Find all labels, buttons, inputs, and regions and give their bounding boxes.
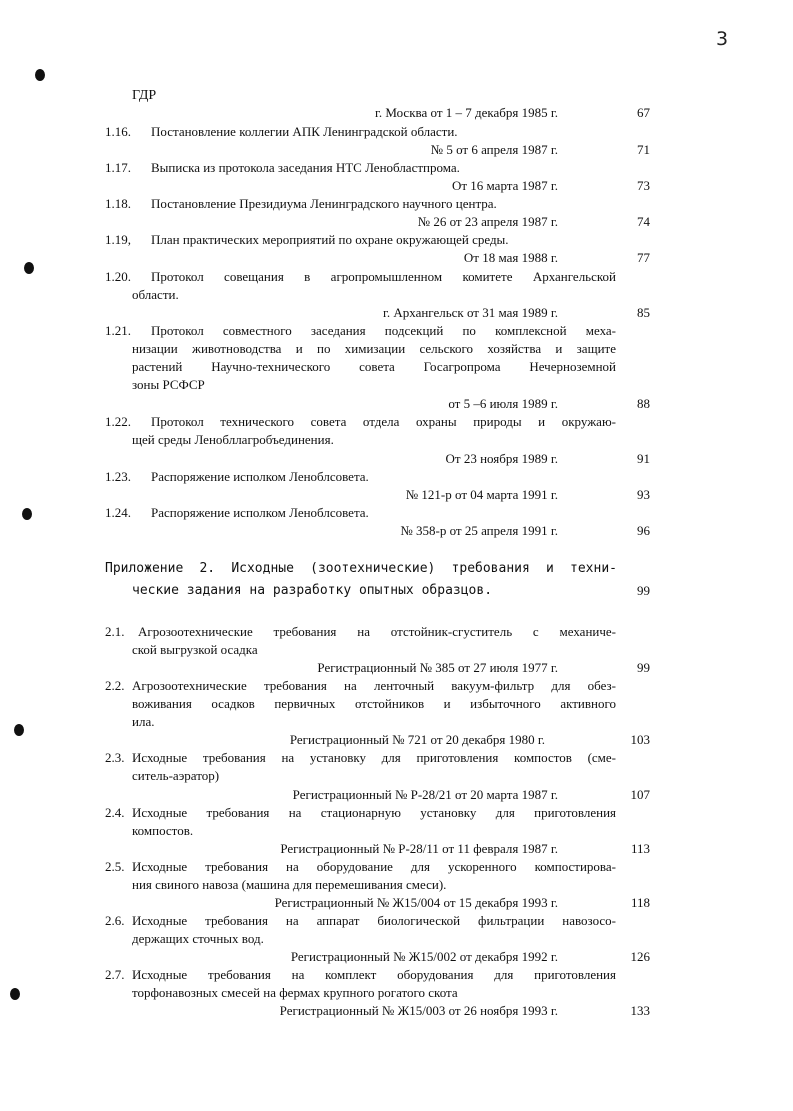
toc-entry-number: 2.4. [105,805,125,820]
toc-entry-ref: № 358-р от 25 апреля 1991 г. [400,523,558,538]
toc-entry-page: 126 [630,949,650,964]
toc-entry-number: 1.19, [105,232,131,247]
toc-entry-title: Протокол технического совета отдела охраны природы и окружаю- [151,414,616,429]
toc-entry-title: ситель-аэратор) [132,768,220,783]
toc-entry-page: 73 [637,178,650,193]
toc-entry-number: 2.1. [105,624,125,639]
appendix-title: ческие задания на разработку опытных образцов. [132,583,493,598]
toc-entry-number: 1.22. [105,414,131,429]
toc-entry-page: 71 [637,142,650,157]
toc-entry-number: 1.16. [105,124,131,139]
toc-entry-ref: Регистрационный № Ж15/004 от 15 декабря 1993 г. [274,895,558,910]
toc-entry-page: 96 [637,523,650,538]
toc-entry-title: ния свиного навоза (машина для перемешивания смеси). [132,877,447,892]
toc-entry-number: 1.21. [105,323,131,338]
toc-entry-title: Распоряжение исполком Леноблсовета. [151,469,369,484]
toc-entry-ref: Регистрационный № 385 от 27 июля 1977 г. [317,660,558,675]
toc-entry-ref: Регистрационный № Р-28/21 от 20 марта 1987 г. [292,787,558,802]
page-number: 3 [716,28,729,50]
toc-entry-title: ской выгрузкой осадка [132,642,258,657]
toc-entry-page: 103 [630,732,650,747]
toc-entry-page: 113 [630,841,650,856]
toc-entry-title: Агрозоотехнические требования на отстойник-сгуститель с механиче- [138,624,616,639]
toc-entry-ref: Регистрационный № Ж15/003 от 26 ноября 1993 г. [279,1003,558,1018]
toc-entry-title: ила. [132,714,155,729]
toc-entry-page: 93 [637,487,650,502]
toc-entry-title: зоны РСФСР [132,377,205,392]
punch-hole-mark [22,508,32,520]
toc-entry-ref: № 121-р от 04 марта 1991 г. [405,487,558,502]
toc-entry-page: 118 [630,895,650,910]
section-heading: ГДР [132,88,157,103]
toc-entry-ref: № 5 от 6 апреля 1987 г. [430,142,558,157]
toc-entry-page: 99 [637,583,650,598]
toc-entry-title: План практических мероприятий по охране окружающей среды. [151,232,509,247]
toc-entry-number: 2.7. [105,967,125,982]
toc-entry-title: Исходные требования на аппарат биологической фильтрации навозосо- [132,913,616,928]
toc-entry-ref: От 18 мая 1988 г. [463,250,558,265]
toc-entry-title: Исходные требования на установку для приготовления компостов (сме- [132,750,616,765]
toc-entry-page: 88 [637,396,650,411]
toc-entry-title: Протокол совместного заседания подсекций по комплексной меха- [151,323,616,338]
toc-entry-number: 1.23. [105,469,131,484]
toc-entry-number: 1.18. [105,196,131,211]
toc-entry-number: 1.17. [105,160,131,175]
toc-entry-title: компостов. [132,823,194,838]
appendix-title: Приложение 2. Исходные (зоотехнические) требования и техни- [105,561,617,576]
toc-entry-title: воживания осадков первичных отстойников и избыточного активного [132,696,616,711]
punch-hole-mark [10,988,20,1000]
punch-hole-mark [14,724,24,736]
toc-entry-ref: От 16 марта 1987 г. [451,178,558,193]
toc-entry-page: 67 [637,105,650,120]
toc-entry-page: 107 [630,787,650,802]
punch-hole-mark [35,69,45,81]
toc-entry-page: 85 [637,305,650,320]
toc-entry-title: держащих сточных вод. [132,931,264,946]
toc-entry-ref: № 26 от 23 апреля 1987 г. [417,214,558,229]
toc-entry-title: Распоряжение исполком Леноблсовета. [151,505,369,520]
toc-entry-page: 99 [637,660,650,675]
toc-entry-title: Исходные требования на оборудование для ускоренного компостирова- [132,859,616,874]
toc-entry-number: 2.2. [105,678,125,693]
toc-entry-title: Выписка из протокола заседания НТС Ленобластпрома. [151,160,460,175]
toc-entry-page: 133 [630,1003,650,1018]
toc-entry-number: 2.6. [105,913,125,928]
toc-entry-title: низации животноводства и по химизации сельского хозяйства и защите [132,341,616,356]
punch-hole-mark [24,262,34,274]
toc-entry-ref: от 5 –6 июля 1989 г. [448,396,558,411]
toc-entry-page: 74 [637,214,650,229]
toc-entry-ref: г. Архангельск от 31 мая 1989 г. [382,305,558,320]
toc-entry-title: растений Научно-технического совета Госагропрома Нечерноземной [132,359,616,374]
toc-entry-number: 2.5. [105,859,125,874]
toc-entry-title: Агрозоотехнические требования на ленточный вакуум-фильтр для обез- [132,678,616,693]
toc-entry-number: 1.24. [105,505,131,520]
toc-entry-ref: Регистрационный № Р-28/11 от 11 февраля 1987 г. [280,841,558,856]
toc-entry-title: торфонавозных смесей на фермах крупного рогатого скота [132,985,458,1000]
toc-entry-ref: Регистрационный № Ж15/002 от декабря 1992 г. [290,949,558,964]
toc-entry-number: 2.3. [105,750,125,765]
toc-entry-title: Исходные требования на стационарную установку для приготовления [132,805,616,820]
toc-entry-ref: От 23 ноября 1989 г. [445,451,558,466]
toc-entry-title: щей среды Ленобллагробъединения. [132,432,334,447]
toc-entry-title: Исходные требования на комплект оборудования для приготовления [132,967,616,982]
toc-entry-number: 1.20. [105,269,131,284]
toc-entry-title: Протокол совещания в агропромышленном комитете Архангельской [151,269,616,284]
toc-entry-ref: г. Москва от 1 – 7 декабря 1985 г. [375,105,558,120]
toc-entry-ref: Регистрационный № 721 от 20 декабря 1980 г. [289,732,545,747]
toc-entry-title: Постановление коллегии АПК Ленинградской области. [151,124,458,139]
toc-entry-page: 77 [637,250,650,265]
toc-entry-title: области. [132,287,179,302]
toc-entry-title: Постановление Президиума Ленинградского научного центра. [151,196,497,211]
toc-entry-page: 91 [637,451,650,466]
